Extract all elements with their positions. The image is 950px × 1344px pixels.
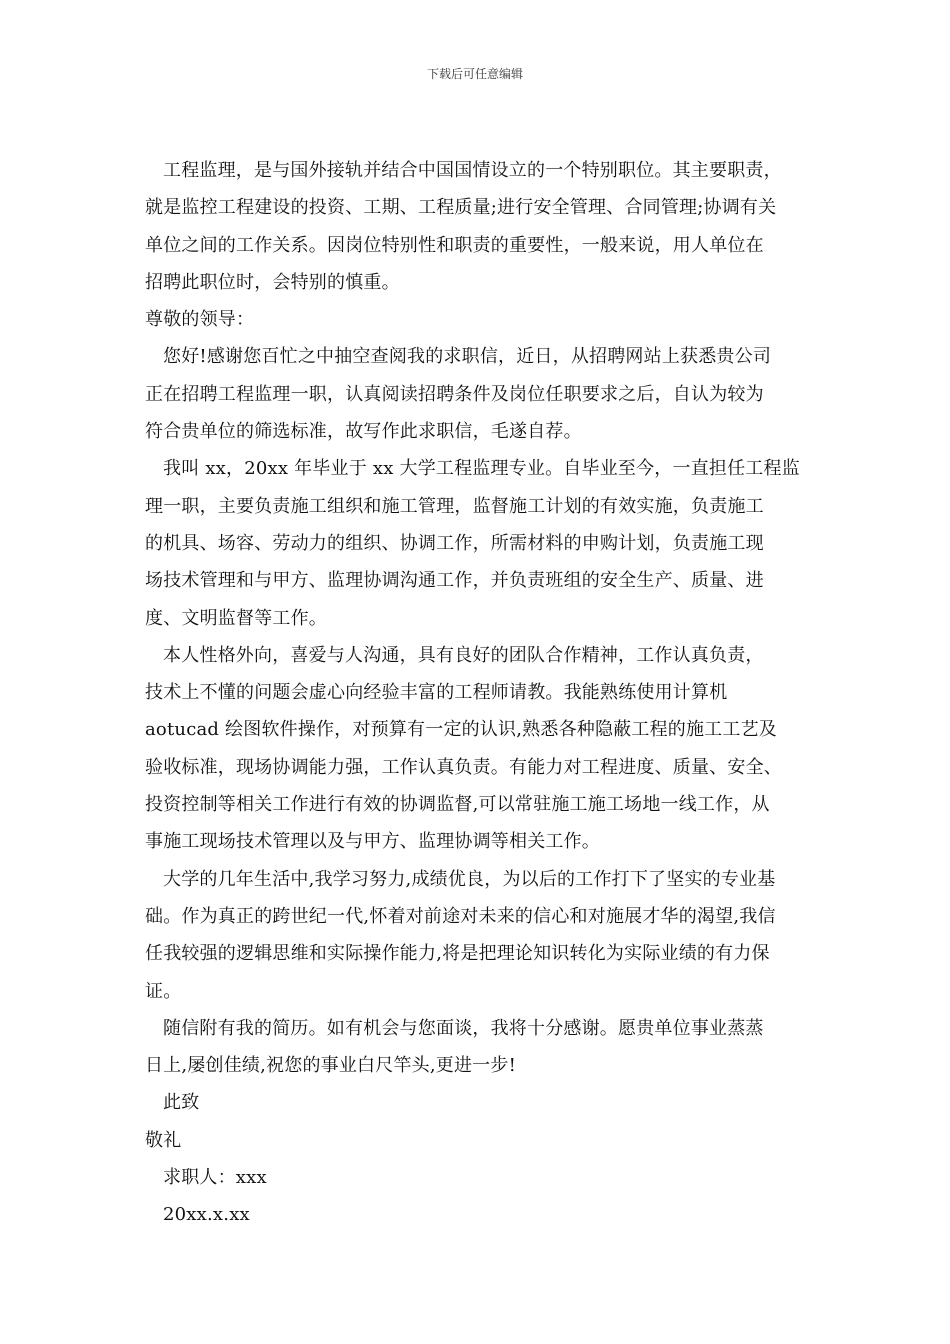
paragraph-line: 招聘此职位时，会特别的慎重。 (145, 271, 400, 293)
paragraph-line: 就是监控工程建设的投资、工期、工程质量;进行安全管理、合同管理;协调有关 (145, 197, 777, 219)
header-note: 下载后可任意编辑 (426, 67, 523, 81)
paragraph-line: 场技术管理和与甲方、监理协调沟通工作，并负责班组的安全生产、质量、进 (145, 570, 764, 592)
paragraph-line: 我叫 xx，20xx 年毕业于 xx 大学工程监理专业。自毕业至今，一直担任工程监 (163, 458, 800, 480)
date-line: 20xx.x.xx (163, 1204, 250, 1226)
paragraph-line: 理一职，主要负责施工组织和施工管理，监督施工计划的有效实施，负责施工 (145, 495, 764, 517)
paragraph-line: 的机具、场容、劳动力的组织、协调工作，所需材料的申购计划，负责施工现 (145, 532, 764, 554)
paragraph-line: 大学的几年生活中,我学习努力,成绩优良，为以后的工作打下了坚实的专业基 (163, 868, 776, 890)
paragraph-line: 您好!感谢您百忙之中抽空查阅我的求职信，近日，从招聘网站上获悉贵公司 (163, 346, 772, 368)
closing-line: 此致 (163, 1092, 200, 1114)
closing-line: 敬礼 (145, 1129, 182, 1151)
paragraph-line: 本人性格外向，喜爱与人沟通，具有良好的团队合作精神，工作认真负责， (163, 644, 764, 666)
paragraph-line: aotucad 绘图软件操作，对预算有一定的认识,熟悉各种隐蔽工程的施工工艺及 (145, 719, 777, 741)
paragraph-line: 度、文明监督等工作。 (145, 607, 327, 629)
document-body (145, 152, 815, 1234)
paragraph-line: 任我较强的逻辑思维和实际操作能力,将是把理论知识转化为实际业绩的有力保 (145, 943, 770, 965)
paragraph-line: 础。作为真正的跨世纪一代,怀着对前途对未来的信心和对施展才华的渴望,我信 (145, 905, 776, 927)
paragraph-line: 日上,屡创佳绩,祝您的事业白尺竿头,更进一步! (145, 1055, 516, 1077)
paragraph-line: 单位之间的工作关系。因岗位特别性和职责的重要性，一般来说，用人单位在 (145, 234, 764, 256)
paragraph-line: 符合贵单位的筛选标准，故写作此求职信，毛遂自荐。 (145, 421, 582, 443)
paragraph-line: 验收标准，现场协调能力强，工作认真负责。有能力对工程进度、质量、安全、 (145, 756, 782, 778)
signature-line: 求职人：xxx (163, 1167, 267, 1189)
paragraph-line: 事施工现场技术管理以及与甲方、监理协调等相关工作。 (145, 831, 600, 853)
salutation-line: 尊敬的领导： (145, 309, 255, 331)
paragraph-line: 正在招聘工程监理一职，认真阅读招聘条件及岗位任职要求之后，自认为较为 (145, 383, 764, 405)
paragraph-line: 随信附有我的简历。如有机会与您面谈，我将十分感谢。愿贵单位事业蒸蒸 (163, 1017, 764, 1039)
paragraph-line: 证。 (145, 980, 182, 1002)
paragraph-line: 技术上不懂的问题会虚心向经验丰富的工程师请教。我能熟练使用计算机 (145, 682, 728, 704)
paragraph-line: 投资控制等相关工作进行有效的协调监督,可以常驻施工施工场地一线工作，从 (145, 794, 770, 816)
paragraph-line: 工程监理，是与国外接轨并结合中国国情设立的一个特别职位。其主要职责， (163, 160, 782, 181)
